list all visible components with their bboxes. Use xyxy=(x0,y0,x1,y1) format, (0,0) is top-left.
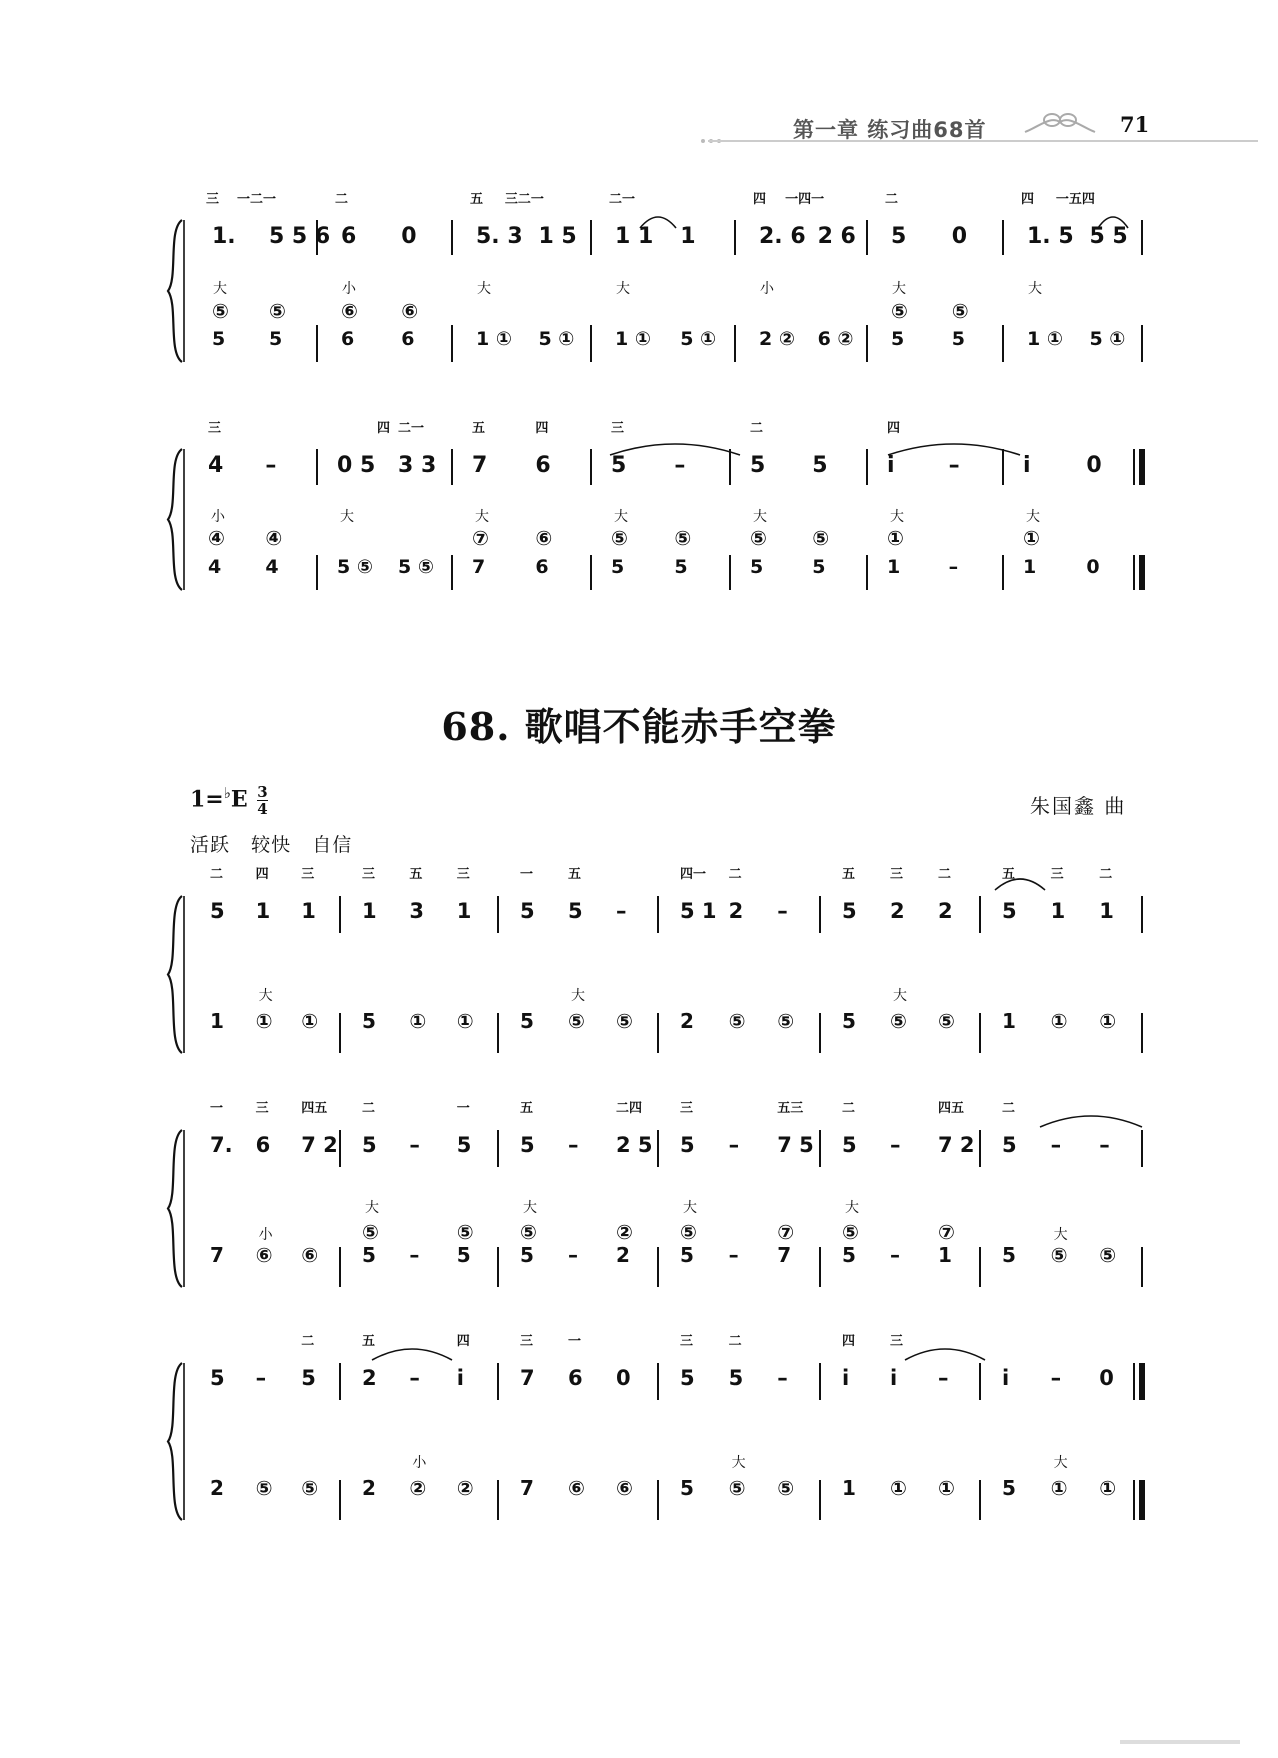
bass-size-mark: 大 xyxy=(893,988,907,1004)
lower-note: 6 xyxy=(401,328,415,350)
finger-number: 二 xyxy=(301,1334,315,1349)
lower-note: 5 xyxy=(268,328,283,350)
upper-note: 5 xyxy=(568,899,583,923)
upper-note: – xyxy=(1050,1366,1062,1390)
finger-number: 四一 xyxy=(680,867,707,882)
finger-number: 三 xyxy=(890,1334,904,1349)
finger-number: 一 xyxy=(456,1101,470,1116)
lower-note: ① xyxy=(1099,1476,1117,1500)
lower-note: 5 xyxy=(1002,1476,1016,1500)
lower-note: ⑤ xyxy=(1099,1243,1117,1267)
upper-note: 1. 5 xyxy=(1027,224,1074,249)
upper-note: 1. xyxy=(212,224,236,249)
upper-note: 7 xyxy=(520,1366,535,1390)
lower-note: 2 xyxy=(210,1476,224,1500)
upper-note: 5. 3 xyxy=(476,224,523,249)
finger-number: 四五 xyxy=(301,1101,328,1116)
finger-number: 四 xyxy=(255,867,269,882)
lower-note: ① xyxy=(1050,1009,1068,1033)
slur xyxy=(372,1349,452,1360)
finger-number: 二 xyxy=(210,867,224,882)
upper-note: 0 xyxy=(1099,1366,1114,1390)
upper-note: 1 xyxy=(1050,899,1066,923)
lower-note: 5 xyxy=(520,1243,534,1267)
key-letter: E xyxy=(230,786,248,813)
bass-size-mark: 大 xyxy=(477,281,491,297)
lower-note: ① xyxy=(255,1009,273,1033)
upper-note: 2 5 xyxy=(616,1133,653,1157)
lower-note: 1 xyxy=(842,1476,856,1500)
finger-number: 三 xyxy=(208,421,222,436)
upper-note: 5 xyxy=(680,1366,695,1390)
finger-number: 三 xyxy=(456,867,470,882)
finger-number: 四 xyxy=(753,192,767,207)
bass-button: ⑤ xyxy=(951,299,969,323)
finger-number: 四五 xyxy=(938,1101,965,1116)
lower-note: 5 xyxy=(680,1243,694,1267)
bass-button: ④ xyxy=(208,526,225,550)
lower-note: 2 xyxy=(680,1009,694,1033)
finger-number: 五 xyxy=(472,421,486,436)
upper-note: 5 xyxy=(680,1133,695,1157)
upper-note: – xyxy=(409,1366,420,1390)
upper-note: 5 5 xyxy=(1089,224,1128,249)
bass-button: ⑤ xyxy=(268,299,286,323)
upper-note: 5 xyxy=(301,1366,316,1390)
upper-note: 5 xyxy=(520,1133,535,1157)
lower-note: – xyxy=(728,1243,739,1267)
lower-note: 5 xyxy=(520,1009,534,1033)
upper-note: 1 5 xyxy=(538,224,577,249)
upper-note: 7. xyxy=(210,1133,233,1157)
upper-note: – xyxy=(890,1133,901,1157)
lower-note: 5 xyxy=(812,556,826,578)
upper-note: 1 xyxy=(1099,899,1114,923)
upper-note: 0 xyxy=(951,224,968,249)
lower-note: – xyxy=(409,1243,420,1267)
upper-note: 1 1 xyxy=(615,224,654,249)
finger-number: 一四一 xyxy=(785,192,825,207)
upper-note: – xyxy=(616,899,627,923)
lower-note: 7 xyxy=(472,556,486,578)
bass-size-mark: 大 xyxy=(845,1200,859,1216)
upper-note: i xyxy=(887,453,895,478)
lower-note: 5 xyxy=(212,328,226,350)
finger-number: 一 xyxy=(520,867,534,882)
upper-note: 5 xyxy=(611,453,627,478)
upper-note: 5 xyxy=(842,899,857,923)
lower-note: 5 xyxy=(750,556,764,578)
bass-size-mark: 大 xyxy=(753,509,767,525)
lower-note: 5 xyxy=(842,1243,856,1267)
lower-note: 5 xyxy=(680,1476,694,1500)
lower-note: ⑤ xyxy=(777,1476,795,1500)
finger-number: 五 xyxy=(362,1334,376,1349)
bass-size-mark: 大 xyxy=(571,988,585,1004)
finger-number: 四 xyxy=(887,421,901,436)
lower-note: 5 ① xyxy=(680,328,717,350)
finger-number: 五 xyxy=(409,867,423,882)
upper-note: 0 xyxy=(401,224,417,249)
lower-note: ⑤ xyxy=(1050,1243,1068,1267)
slur xyxy=(905,1349,985,1360)
lower-note: 1 xyxy=(1023,556,1037,578)
finger-number: 二一 xyxy=(609,192,636,207)
finger-number: 二 xyxy=(842,1101,856,1116)
upper-note: 5 xyxy=(362,1133,377,1157)
finger-number: 一五四 xyxy=(1055,192,1095,207)
lower-note: ① xyxy=(301,1009,319,1033)
lower-note: 1 ① xyxy=(615,328,651,350)
upper-note: 2 6 xyxy=(817,224,856,249)
piece-title: 68. 歌唱不能赤手空拳 xyxy=(441,704,837,749)
upper-note: 0 5 xyxy=(337,453,376,478)
time-signature-top: 3 xyxy=(257,783,268,801)
finger-number: 三 xyxy=(890,867,904,882)
upper-note: 1 xyxy=(362,899,377,923)
finger-number: 五 xyxy=(470,192,484,207)
upper-note: – xyxy=(265,453,277,478)
upper-note: 5 xyxy=(456,1133,472,1157)
finger-number: 三 xyxy=(301,867,315,882)
lower-note: ⑤ xyxy=(890,1009,907,1033)
lower-note: 5 xyxy=(362,1009,376,1033)
lower-note: ⑥ xyxy=(301,1243,319,1267)
bass-button: ⑤ xyxy=(842,1220,859,1244)
upper-note: 7 2 xyxy=(938,1133,975,1157)
lower-note: 5 ① xyxy=(1089,328,1126,350)
lower-note: ⑥ xyxy=(568,1476,585,1500)
upper-note: 0 xyxy=(616,1366,631,1390)
upper-note: 7 5 xyxy=(777,1133,814,1157)
bass-button: ⑤ xyxy=(750,526,767,550)
bass-button: ⑤ xyxy=(212,299,229,323)
bass-button: ⑤ xyxy=(611,526,628,550)
upper-note: – xyxy=(938,1366,949,1390)
upper-note: i xyxy=(890,1366,898,1390)
upper-note: 1 xyxy=(680,224,696,249)
bass-button: ⑦ xyxy=(472,526,489,550)
bass-size-mark: 小 xyxy=(211,509,225,525)
grand-staff-brace xyxy=(168,449,182,590)
upper-note: i xyxy=(456,1366,465,1390)
finger-number: 五 xyxy=(568,867,582,882)
bass-size-mark: 大 xyxy=(1053,1455,1068,1471)
lower-note: ② xyxy=(456,1476,474,1500)
upper-note: – xyxy=(255,1366,267,1390)
bass-button: ① xyxy=(887,526,904,550)
upper-note: 5 5 6 xyxy=(268,224,331,249)
lower-note: 5 xyxy=(674,556,688,578)
lower-note: 5 xyxy=(1002,1243,1016,1267)
lower-note: 5 ⑤ xyxy=(398,556,434,578)
upper-note: 5 xyxy=(750,453,766,478)
bass-button: ⑤ xyxy=(680,1220,697,1244)
upper-note: – xyxy=(1050,1133,1062,1157)
upper-note: – xyxy=(948,453,960,478)
bass-button: ⑥ xyxy=(535,526,553,550)
key-label: 1= xyxy=(190,786,224,813)
upper-note: 2 xyxy=(728,899,744,923)
bass-button: ⑤ xyxy=(456,1220,474,1244)
upper-note: 0 xyxy=(1086,453,1102,478)
finger-number: 一 xyxy=(568,1334,582,1349)
upper-note: 5 1 xyxy=(680,899,717,923)
upper-note: 5 xyxy=(812,453,828,478)
bass-size-mark: 大 xyxy=(365,1200,379,1216)
upper-note: 1 xyxy=(301,899,316,923)
finger-number: 三二一 xyxy=(504,192,544,207)
upper-note: 5 xyxy=(842,1133,857,1157)
lower-note: 0 xyxy=(1086,556,1100,578)
footer-mark xyxy=(1120,1740,1240,1744)
upper-note: 5 xyxy=(210,899,225,923)
bass-size-mark: 大 xyxy=(890,509,904,525)
lower-note: 5 ① xyxy=(538,328,575,350)
bass-button: ⑤ xyxy=(520,1220,537,1244)
upper-note: – xyxy=(409,1133,420,1157)
grand-staff-brace xyxy=(168,896,182,1053)
finger-number: 一 xyxy=(210,1101,224,1116)
grand-staff-brace xyxy=(168,220,182,362)
lower-note: 7 xyxy=(210,1243,224,1267)
bass-size-mark: 大 xyxy=(616,281,630,297)
bass-size-mark: 小 xyxy=(412,1455,427,1471)
finger-number: 三 xyxy=(206,192,220,207)
upper-note: 5 xyxy=(728,1366,744,1390)
bass-button: ④ xyxy=(265,526,283,550)
finger-number: 二 xyxy=(728,1334,742,1349)
upper-note: 2 xyxy=(362,1366,377,1390)
finger-number: 五 xyxy=(1002,867,1016,882)
lower-note: ⑤ xyxy=(938,1009,955,1033)
bass-size-mark: 小 xyxy=(342,281,356,297)
finger-number: 三 xyxy=(1050,867,1064,882)
bass-button: ⑥ xyxy=(401,299,419,323)
lower-note: – xyxy=(948,556,959,578)
lower-note: ① xyxy=(456,1009,474,1033)
finger-number: 二 xyxy=(362,1101,376,1116)
lower-note: 7 xyxy=(520,1476,534,1500)
lower-note: 5 xyxy=(951,328,966,350)
upper-note: – xyxy=(1099,1133,1110,1157)
bass-button: ① xyxy=(1023,526,1040,550)
grand-staff-brace xyxy=(168,1363,182,1520)
slur xyxy=(1040,1116,1142,1127)
bass-button: ⑤ xyxy=(812,526,830,550)
upper-note: – xyxy=(777,899,788,923)
chapter-title: 第一章 练习曲68首 xyxy=(793,118,987,142)
finger-number: 二 xyxy=(938,867,952,882)
upper-note: 6 xyxy=(535,453,551,478)
finger-number: 五三 xyxy=(777,1101,804,1116)
lower-note: ⑤ xyxy=(301,1476,319,1500)
upper-note: 5 xyxy=(1002,899,1017,923)
lower-note: ⑤ xyxy=(568,1009,585,1033)
upper-note: – xyxy=(568,1133,579,1157)
lower-note: ⑤ xyxy=(616,1009,633,1033)
lower-note: ① xyxy=(1050,1476,1068,1500)
lower-note: 1 ① xyxy=(1027,328,1063,350)
upper-note: 2. 6 xyxy=(759,224,806,249)
lower-note: ① xyxy=(938,1476,955,1500)
finger-number: 二四 xyxy=(616,1101,643,1116)
lower-note: 1 xyxy=(1002,1009,1016,1033)
finger-number: 三 xyxy=(520,1334,534,1349)
finger-number: 四 xyxy=(535,421,549,436)
lower-note: 7 xyxy=(777,1243,792,1267)
finger-number: 四 xyxy=(1021,192,1035,207)
upper-note: i xyxy=(1002,1366,1010,1390)
bass-button: ② xyxy=(616,1220,633,1244)
lower-note: 6 ② xyxy=(817,328,854,350)
bass-size-mark: 大 xyxy=(258,988,273,1004)
finger-number: 五 xyxy=(520,1101,534,1116)
bass-button: ⑤ xyxy=(674,526,692,550)
upper-note: – xyxy=(674,453,686,478)
upper-note: 7 xyxy=(472,453,488,478)
lower-note: ① xyxy=(409,1009,427,1033)
bass-size-mark: 小 xyxy=(760,281,774,297)
finger-number: 二 xyxy=(1099,867,1113,882)
bass-size-mark: 大 xyxy=(614,509,628,525)
lower-note: 1 xyxy=(887,556,901,578)
finger-number: 三 xyxy=(680,1101,694,1116)
bass-button: ⑦ xyxy=(938,1220,955,1244)
finger-number: 四 xyxy=(842,1334,856,1349)
lower-note: 5 xyxy=(362,1243,376,1267)
lower-note: ① xyxy=(1099,1009,1117,1033)
lower-note: 2 xyxy=(616,1243,630,1267)
time-signature-bottom: 4 xyxy=(257,800,268,818)
lower-note: ⑤ xyxy=(255,1476,273,1500)
lower-note: ① xyxy=(890,1476,907,1500)
lower-note: 2 xyxy=(362,1476,376,1500)
finger-number: 一二一 xyxy=(237,192,277,207)
lower-note: 6 xyxy=(341,328,355,350)
upper-note: 5 xyxy=(210,1366,225,1390)
lower-note: ⑤ xyxy=(777,1009,795,1033)
lower-note: ⑥ xyxy=(616,1476,633,1500)
composer-credit: 朱国鑫 曲 xyxy=(1030,794,1127,818)
bass-size-mark: 大 xyxy=(475,509,489,525)
lower-note: ⑤ xyxy=(728,1009,746,1033)
lower-note: 2 ② xyxy=(759,328,795,350)
upper-note: 5 xyxy=(891,224,907,249)
bass-size-mark: 大 xyxy=(683,1200,697,1216)
lower-note: – xyxy=(890,1243,900,1267)
lower-note: 6 xyxy=(535,556,549,578)
bass-size-mark: 大 xyxy=(1028,281,1042,297)
bass-size-mark: 大 xyxy=(892,281,906,297)
bass-size-mark: 大 xyxy=(213,281,227,297)
finger-number: 四 xyxy=(377,421,391,436)
lower-note: – xyxy=(568,1243,578,1267)
lower-note: 4 xyxy=(265,556,279,578)
bass-size-mark: 大 xyxy=(340,509,354,525)
grand-staff-brace xyxy=(168,1130,182,1287)
finger-number: 五 xyxy=(842,867,856,882)
bass-size-mark: 大 xyxy=(1026,509,1040,525)
lower-note: 5 xyxy=(456,1243,471,1267)
finger-number: 四 xyxy=(456,1334,470,1349)
upper-note: 6 xyxy=(255,1133,271,1157)
upper-note: 6 xyxy=(341,224,357,249)
upper-note: 2 xyxy=(938,899,953,923)
upper-note: i xyxy=(842,1366,850,1390)
upper-note: 1 xyxy=(456,899,472,923)
upper-note: 3 xyxy=(409,899,425,923)
bass-button: ⑤ xyxy=(362,1220,379,1244)
upper-note: – xyxy=(777,1366,788,1390)
bass-size-mark: 小 xyxy=(258,1227,273,1243)
bass-size-mark: 大 xyxy=(731,1455,746,1471)
bass-size-mark: 大 xyxy=(523,1200,537,1216)
upper-note: 7 2 xyxy=(301,1133,338,1157)
upper-note: 2 xyxy=(890,899,905,923)
lower-note: 5 xyxy=(842,1009,856,1033)
upper-note: 5 xyxy=(520,899,535,923)
upper-note: 4 xyxy=(208,453,224,478)
finger-number: 二 xyxy=(728,867,742,882)
lower-note: 5 xyxy=(611,556,625,578)
key-flat: ♭ xyxy=(223,784,231,803)
page-number: 71 xyxy=(1120,112,1150,137)
finger-number: 三 xyxy=(680,1334,694,1349)
finger-number: 二 xyxy=(1002,1101,1016,1116)
finger-number: 二 xyxy=(750,421,764,436)
lower-note: 4 xyxy=(208,556,222,578)
finger-number: 三 xyxy=(255,1101,269,1116)
upper-note: i xyxy=(1023,453,1031,478)
bass-button: ⑥ xyxy=(341,299,358,323)
lower-note: 5 xyxy=(891,328,905,350)
upper-note: 5 xyxy=(1002,1133,1017,1157)
lower-note: ⑤ xyxy=(728,1476,746,1500)
tempo-marking: 活跃 较快 自信 xyxy=(190,834,353,856)
finger-number: 三 xyxy=(611,421,625,436)
bass-button: ⑤ xyxy=(891,299,908,323)
finger-number: 二 xyxy=(885,192,899,207)
lower-note: ② xyxy=(409,1476,427,1500)
finger-number: 三 xyxy=(362,867,376,882)
bass-size-mark: 大 xyxy=(1053,1227,1068,1243)
upper-note: 6 xyxy=(568,1366,583,1390)
upper-note: 1 xyxy=(255,899,271,923)
finger-number: 二 xyxy=(335,192,349,207)
upper-note: 3 3 xyxy=(398,453,437,478)
lower-note: 1 ① xyxy=(476,328,512,350)
finger-number: 二一 xyxy=(398,421,425,436)
bass-button: ⑦ xyxy=(777,1220,795,1244)
lower-note: ⑥ xyxy=(255,1243,273,1267)
lower-note: 1 xyxy=(938,1243,952,1267)
lower-note: 1 xyxy=(210,1009,224,1033)
lower-note: 5 ⑤ xyxy=(337,556,373,578)
upper-note: – xyxy=(728,1133,740,1157)
